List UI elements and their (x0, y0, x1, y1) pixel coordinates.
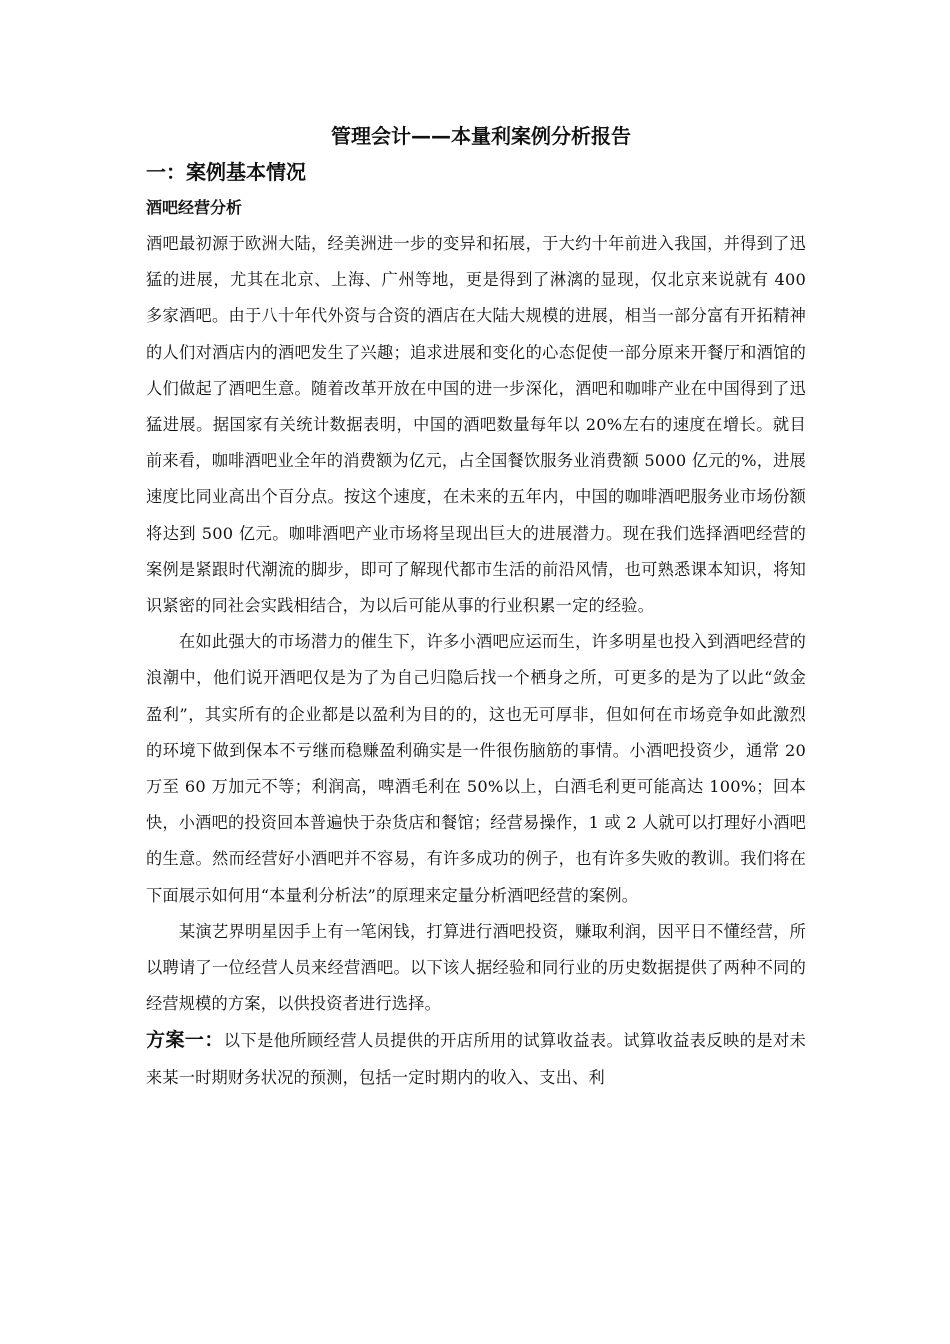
section-heading-case-overview: 一：案例基本情况 (146, 160, 306, 184)
subsection-heading-bar-analysis: 酒吧经营分析 (146, 198, 243, 217)
document-page (146, 118, 806, 1096)
paragraph-investor-case: 某演艺界明星因手上有一笔闲钱，打算进行酒吧投资，赚取利润，因平日不懂经营，所以聘请了一位经营人员来经营酒吧。以下该人据经验和同行业的历史数据提供了两种不同的经营规模的方案，以供投资者进行选择。 (146, 921, 806, 1014)
document-title: 管理会计——本量利案例分析报告 (331, 124, 631, 148)
paragraph-plan-one (146, 1022, 806, 1095)
plan-one-label: 方案一： (146, 1029, 224, 1052)
plan-one-text: 以下是他所顾经营人员提供的开店所用的试算收益表。试算收益表反映的是对未来某一时期财务状况的预测，包括一定时期内的收入、支出、利 (146, 1031, 806, 1087)
paragraph-market-potential: 在如此强大的市场潜力的催生下，许多小酒吧应运而生，许多明星也投入到酒吧经营的浪潮中，他们说开酒吧仅是为了为自己归隐后找一个栖身之所，可更多的是为了以此“敛金盈利”，其实所有的企业都是以盈利为目的的，这也无可厚非，但如何在市场竞争如此激烈的环境下做到保本不亏继而稳赚盈利确实是一件很伤脑筋的事情。小酒吧投资少，通常 20 万至 60 万加元不等；利润高，啤酒毛利在 50%以上，白酒毛利更可能高达 100%；回本快，小酒吧的投资回本普遍快于杂货店和餐馆；经营易操作，1 或 2 人就可以打理好小酒吧的生意。然而经营好小酒吧并不容易，有许多成功的例子，也有许多失败的教训。我们将在下面展示如何用“本量利分析法”的原理来定量分析酒吧经营的案例。 (146, 632, 806, 905)
paragraph-bar-origin: 酒吧最初源于欧洲大陆，经美洲进一步的变异和拓展，于大约十年前进入我国，并得到了迅猛的进展，尤其在北京、上海、广州等地，更是得到了淋漓的显现，仅北京来说就有 400 多家酒吧。由于八十年代外资与合资的酒店在大陆大规模的进展，相当一部分富有开拓精神的人们对酒店内的酒吧发生了兴趣；追求进展和变化的心态促使一部分原来开餐厅和酒馆的人们做起了酒吧生意。随着改革开放在中国的进一步深化，酒吧和咖啡产业在中国得到了迅猛进展。据国家有关统计数据表明，中国的酒吧数量每年以 20%左右的速度在增长。就目前来看，咖啡酒吧业全年的消费额为亿元，占全国餐饮服务业消费额 5000 亿元的%，进展速度比同业高出个百分点。按这个速度，在未来的五年内，中国的咖啡酒吧服务业市场份额将达到 500 亿元。咖啡酒吧产业市场将呈现出巨大的进展潜力。现在我们选择酒吧经营的案例是紧跟时代潮流的脚步，即可了解现代都市生活的前沿风情，也可熟悉课本知识，将知识紧密的同社会实践相结合，为以后可能从事的行业积累一定的经验。 (146, 234, 806, 616)
